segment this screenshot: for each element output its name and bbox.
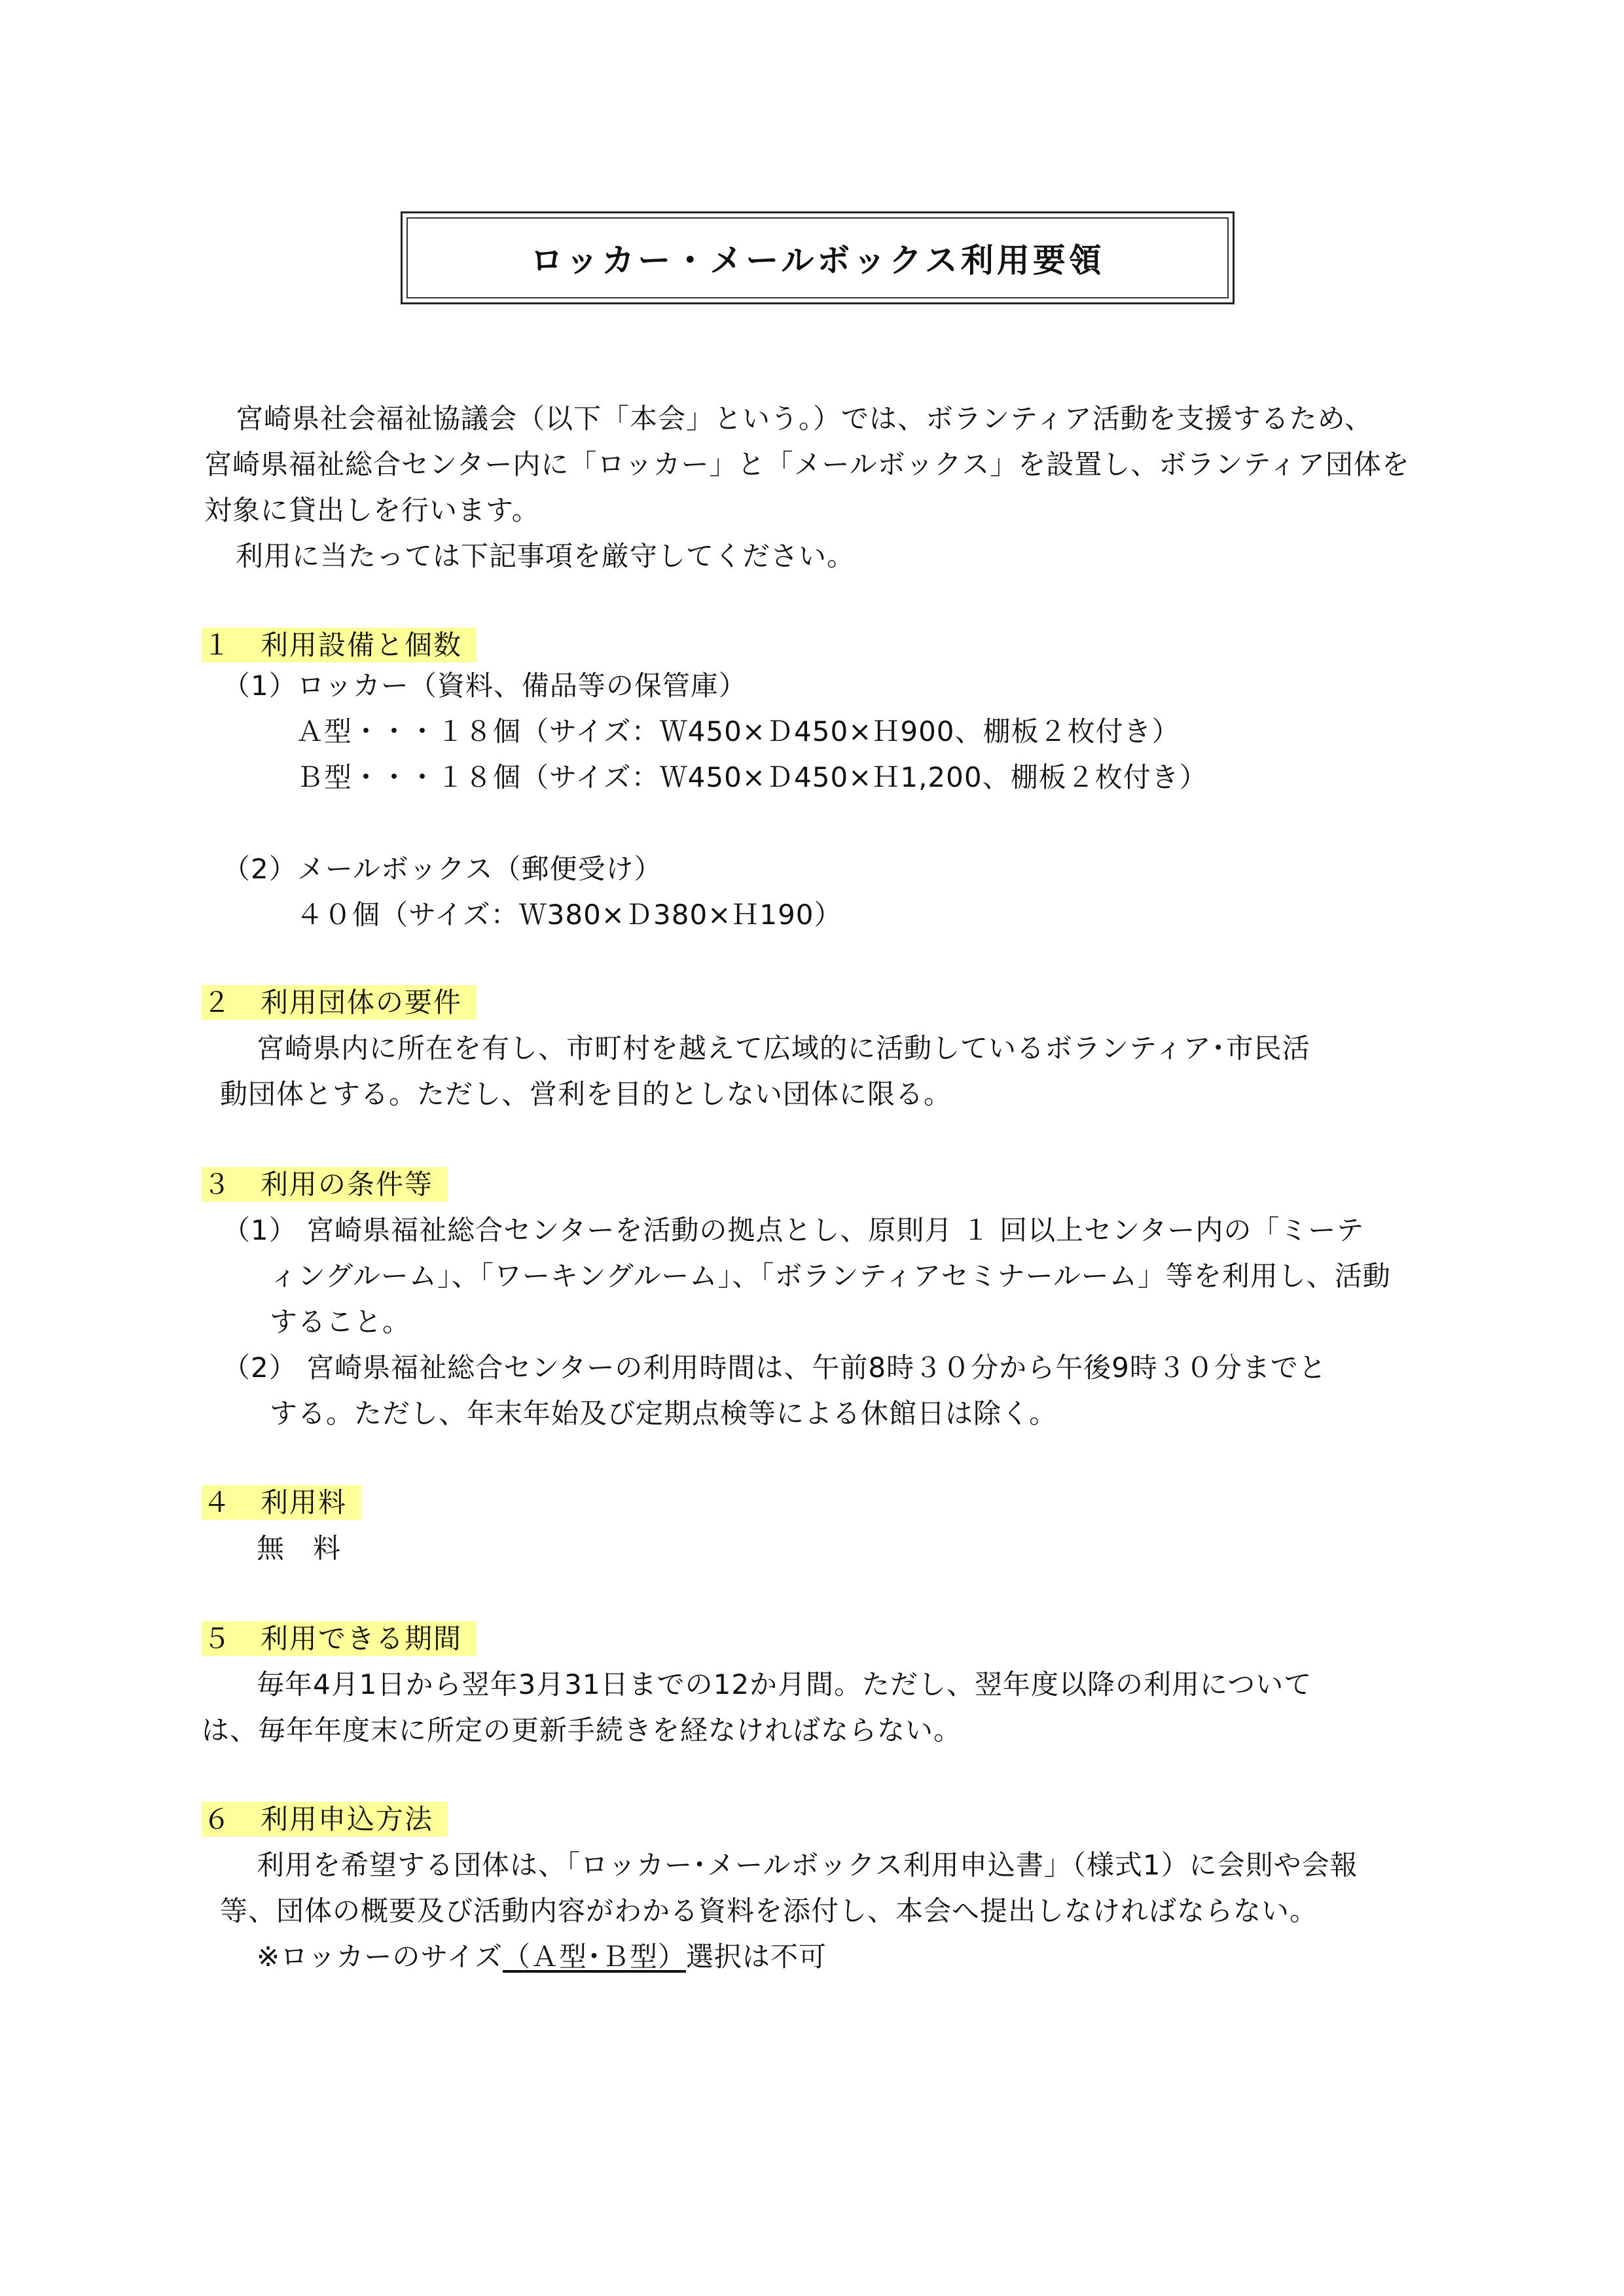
section-2-line-2: 動団体とする。ただし、営利を目的としない団体に限る。 (220, 1078, 952, 1110)
section-3-item-1-line-1: （1） 宮崎県福祉総合センターを活動の拠点とし、原則月 １ 回以上センター内の「ミーテ (223, 1214, 1365, 1246)
section-5-heading (202, 1621, 477, 1657)
section-1-mailbox: （2）メールボックス（郵便受け） (223, 853, 662, 885)
intro-line-2: 宮崎県福祉総合センター内に「ロッカー」と「メールボックス」を設置し、ボランティア団体を (204, 448, 1410, 480)
section-1-heading-text: １ 利用設備と個数 (202, 628, 477, 662)
section-5-heading-text: ５ 利用できる期間 (202, 1621, 477, 1656)
section-2-line-1: 宮崎県内に所在を有し、市町村を越えて広域的に活動しているボランティア･市民活 (257, 1032, 1310, 1064)
document-title: ロッカー・メールボックス利用要領 (530, 242, 1105, 279)
section-2-heading-text: ２ 利用団体の要件 (202, 985, 477, 1020)
section-2-heading (202, 984, 477, 1021)
section-6-note-prefix: ※ロッカーのサイズ (257, 1941, 503, 1973)
section-3-heading-text: ３ 利用の条件等 (202, 1167, 448, 1202)
intro-line-1: 宮崎県社会福祉協議会（以下「本会」という。）では、ボランティア活動を支援するため、 (236, 403, 1373, 435)
section-1-locker-b: Ｂ型・・・１８個（サイズ：Ｗ450×Ｄ450×Ｈ1,200、棚板２枚付き） (296, 761, 1208, 793)
section-1-mailbox-count: ４０個（サイズ：Ｗ380×Ｄ380×Ｈ190） (296, 899, 842, 931)
section-3-item-2-line-2: する。ただし、年末年始及び定期点検等による休館日は除く。 (270, 1397, 1058, 1429)
intro-line-4: 利用に当たっては下記事項を厳守してください。 (236, 540, 856, 572)
section-4-fee: 無 料 (257, 1532, 342, 1564)
section-1-lockers: （1）ロッカー（資料、備品等の保管庫） (223, 670, 747, 702)
section-3-heading (202, 1166, 448, 1203)
section-1-heading (202, 627, 477, 664)
section-6-note-suffix: 選択は不可 (686, 1941, 827, 1973)
section-6-line-2: 等、団体の概要及び活動内容がわかる資料を添付し、本会へ提出しなければならない。 (220, 1895, 1318, 1927)
section-5-line-2: は、毎年年度末に所定の更新手続きを経なければならない。 (202, 1714, 962, 1746)
section-4-heading (202, 1484, 361, 1521)
title-box (401, 211, 1235, 304)
section-6-note-sizes: （Ａ型･Ｂ型） (503, 1941, 687, 1973)
section-3-item-1-line-3: すること。 (270, 1306, 411, 1338)
section-4-heading-text: ４ 利用料 (202, 1485, 361, 1520)
section-1-locker-a: Ａ型・・・１８個（サイズ：Ｗ450×Ｄ450×Ｈ900、棚板２枚付き） (296, 715, 1180, 747)
section-5-line-1: 毎年4月1日から翌年3月31日までの12か月間。ただし、翌年度以降の利用について (257, 1668, 1312, 1700)
intro-line-3: 対象に貸出しを行います。 (204, 494, 540, 526)
section-6-line-3 (257, 1939, 827, 1975)
section-6-line-1: 利用を希望する団体は、「ロッカー･メールボックス利用申込書」（様式1）に会則や会報 (257, 1849, 1358, 1881)
section-6-heading (202, 1801, 448, 1838)
section-3-item-1-line-2: ィングルーム」、「ワーキングルーム」、「ボランティアセミナールーム」等を利用し、活動 (270, 1260, 1391, 1292)
section-6-heading-text: ６ 利用申込方法 (202, 1802, 448, 1837)
section-3-item-2-line-1: （2） 宮崎県福祉総合センターの利用時間は、午前8時３０分から午後9時３０分までと (223, 1352, 1327, 1384)
